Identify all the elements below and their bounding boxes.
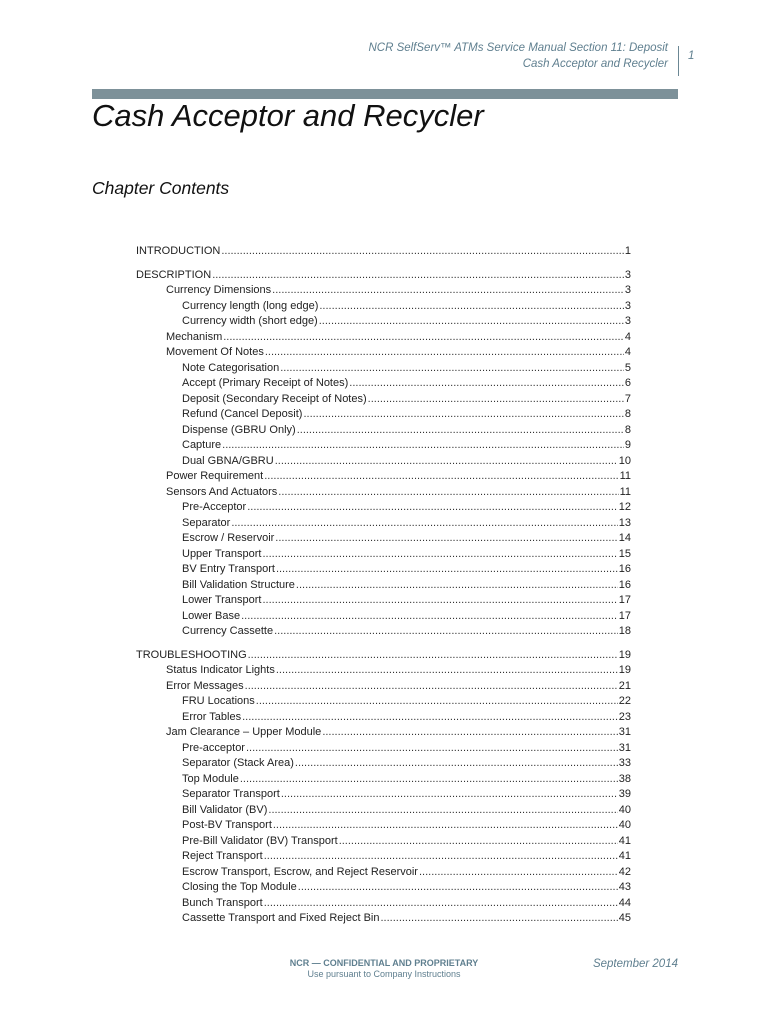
- toc-entry[interactable]: [136, 501, 631, 517]
- dot-leader: [262, 548, 617, 560]
- toc-entry-title: Top Module: [182, 772, 239, 785]
- toc-entry-title: Refund (Cancel Deposit): [182, 408, 303, 420]
- dot-leader: [298, 881, 618, 893]
- toc-entry-title: Cassette Transport and Fixed Reject Bin: [182, 912, 380, 924]
- dot-leader: [295, 757, 618, 769]
- toc-entry[interactable]: [136, 331, 631, 347]
- toc-entry-page: 15: [618, 547, 631, 560]
- toc-entry[interactable]: [136, 455, 631, 471]
- confidential-notice: NCR — CONFIDENTIAL AND PROPRIETARY: [289, 958, 479, 968]
- toc-entry[interactable]: [136, 742, 631, 758]
- toc-entry-title: Currency length (long edge): [182, 299, 319, 312]
- toc-entry-page: 41: [618, 834, 631, 847]
- toc-entry[interactable]: [136, 664, 631, 680]
- toc-entry[interactable]: [136, 804, 631, 820]
- toc-entry-page: 21: [618, 679, 631, 692]
- toc-entry-page: 17: [618, 594, 631, 606]
- toc-entry[interactable]: [136, 300, 631, 316]
- toc-entry-title: Dual GBNA/GBRU: [182, 454, 274, 467]
- dot-leader: [297, 424, 624, 436]
- table-of-contents: [136, 245, 631, 928]
- toc-entry[interactable]: [136, 680, 631, 696]
- dot-leader: [322, 726, 617, 738]
- toc-entry-title: Status Indicator Lights: [166, 664, 275, 676]
- toc-entry[interactable]: [136, 819, 631, 835]
- toc-entry-page: 4: [624, 346, 631, 358]
- toc-entry[interactable]: [136, 788, 631, 804]
- toc-entry-title: Separator Transport: [182, 788, 280, 800]
- dot-leader: [231, 517, 617, 529]
- header-line-2: Cash Acceptor and Recycler: [522, 58, 668, 70]
- dot-leader: [245, 680, 618, 692]
- dot-leader: [296, 579, 618, 591]
- toc-entry[interactable]: [136, 532, 631, 548]
- toc-entry-page: 23: [618, 710, 631, 723]
- toc-entry-page: 16: [618, 578, 631, 591]
- toc-entry[interactable]: [136, 315, 631, 331]
- running-header: [248, 40, 668, 72]
- toc-entry-page: 33: [618, 757, 631, 769]
- toc-entry-title: Currency Dimensions: [166, 284, 272, 296]
- toc-entry-page: 9: [624, 439, 631, 451]
- toc-entry[interactable]: [136, 393, 631, 409]
- toc-entry-page: 16: [618, 563, 631, 575]
- toc-entry[interactable]: [136, 711, 631, 727]
- dot-leader: [339, 835, 618, 847]
- dot-leader: [380, 912, 617, 924]
- toc-entry-page: 43: [618, 881, 631, 893]
- toc-entry[interactable]: [136, 563, 631, 579]
- dot-leader: [273, 819, 618, 831]
- toc-entry[interactable]: [136, 439, 631, 455]
- toc-entry[interactable]: [136, 897, 631, 913]
- dot-leader: [262, 594, 617, 606]
- dot-leader: [268, 804, 617, 816]
- toc-entry-title: Sensors And Actuators: [166, 485, 278, 498]
- toc-entry-page: 8: [624, 423, 631, 436]
- dot-leader: [223, 331, 624, 343]
- toc-entry-title: Error Messages: [166, 679, 244, 692]
- toc-entry-page: 19: [618, 664, 631, 676]
- toc-entry[interactable]: [136, 245, 631, 261]
- dot-leader: [276, 563, 618, 575]
- toc-entry-title: BV Entry Transport: [182, 563, 275, 575]
- dot-leader: [264, 470, 618, 482]
- dot-leader: [349, 377, 624, 389]
- toc-entry-page: 13: [618, 516, 631, 529]
- dot-leader: [241, 610, 618, 622]
- toc-entry-page: 39: [618, 788, 631, 800]
- toc-entry[interactable]: [136, 362, 631, 378]
- toc-entry-title: Bill Validator (BV): [182, 803, 268, 816]
- toc-entry-title: Closing the Top Module: [182, 881, 297, 893]
- toc-entry-page: 3: [624, 315, 631, 327]
- toc-entry[interactable]: [136, 470, 631, 486]
- toc-entry-page: 7: [624, 392, 631, 405]
- toc-entry-page: 12: [618, 501, 631, 513]
- toc-entry-page: 10: [618, 454, 631, 467]
- dot-leader: [303, 408, 623, 420]
- publication-date: September 2014: [592, 958, 678, 970]
- toc-entry-page: 6: [624, 377, 631, 389]
- dot-leader: [275, 532, 617, 544]
- toc-entry[interactable]: [136, 486, 631, 502]
- toc-entry-title: DESCRIPTION: [136, 268, 212, 281]
- dot-leader: [276, 664, 618, 676]
- dot-leader: [264, 897, 618, 909]
- toc-entry[interactable]: [136, 579, 631, 595]
- toc-entry-page: 40: [618, 819, 631, 831]
- dot-leader: [280, 362, 624, 374]
- toc-entry-title: Pre-Acceptor: [182, 501, 247, 513]
- toc-entry[interactable]: [136, 773, 631, 789]
- header-divider: [678, 46, 679, 76]
- toc-entry-page: 42: [618, 865, 631, 878]
- toc-entry[interactable]: [136, 408, 631, 424]
- toc-entry[interactable]: [136, 548, 631, 564]
- dot-leader: [222, 439, 624, 451]
- dot-leader: [272, 284, 624, 296]
- toc-entry-title: Bill Validation Structure: [182, 578, 295, 591]
- toc-entry-title: Escrow / Reservoir: [182, 532, 275, 544]
- toc-entry-title: Jam Clearance – Upper Module: [166, 726, 322, 738]
- dot-leader: [278, 486, 618, 498]
- toc-entry-title: Movement Of Notes: [166, 346, 264, 358]
- toc-entry-page: 17: [618, 609, 631, 622]
- toc-entry-title: Lower Transport: [182, 594, 262, 606]
- dot-leader: [240, 773, 618, 785]
- toc-entry-page: 31: [618, 726, 631, 738]
- confidential-footer: [234, 958, 534, 980]
- toc-entry-page: 3: [624, 284, 631, 296]
- dot-leader: [368, 393, 624, 405]
- toc-entry-title: Lower Base: [182, 609, 241, 622]
- toc-entry-title: Error Tables: [182, 710, 242, 723]
- dot-leader: [264, 850, 618, 862]
- toc-entry-page: 18: [618, 625, 631, 637]
- toc-entry-title: Mechanism: [166, 330, 223, 343]
- toc-entry[interactable]: [136, 912, 631, 928]
- toc-entry-title: Upper Transport: [182, 547, 262, 560]
- toc-entry[interactable]: [136, 284, 631, 300]
- dot-leader: [212, 269, 624, 281]
- toc-entry[interactable]: [136, 835, 631, 851]
- toc-entry-page: 38: [618, 772, 631, 785]
- toc-entry[interactable]: [136, 269, 631, 285]
- toc-entry-title: Post-BV Transport: [182, 819, 272, 831]
- dot-leader: [265, 346, 624, 358]
- dot-leader: [248, 649, 618, 661]
- header-line-1: NCR SelfServ™ ATMs Service Manual Section 11: Deposit: [368, 42, 668, 54]
- toc-entry[interactable]: [136, 649, 631, 665]
- toc-entry-page: 45: [618, 912, 631, 924]
- toc-entry-page: 3: [624, 268, 631, 281]
- toc-entry-page: 8: [624, 408, 631, 420]
- dot-leader: [247, 501, 618, 513]
- dot-leader: [319, 300, 624, 312]
- toc-entry-page: 14: [618, 532, 631, 544]
- toc-entry-title: Pre-acceptor: [182, 741, 245, 754]
- toc-entry-title: Currency Cassette: [182, 625, 274, 637]
- toc-entry-title: Currency width (short edge): [182, 315, 318, 327]
- toc-entry-title: FRU Locations: [182, 695, 255, 707]
- toc-entry-page: 11: [619, 470, 631, 482]
- toc-entry[interactable]: [136, 377, 631, 393]
- toc-entry-title: TROUBLESHOOTING: [136, 648, 247, 661]
- dot-leader: [319, 315, 624, 327]
- toc-entry-title: Power Requirement: [166, 470, 264, 482]
- toc-entry-title: INTRODUCTION: [136, 245, 221, 257]
- toc-entry-page: 31: [618, 741, 631, 754]
- toc-entry-title: Bunch Transport: [182, 896, 263, 909]
- toc-entry-title: Note Categorisation: [182, 361, 280, 374]
- toc-entry-page: 4: [624, 330, 631, 343]
- toc-entry[interactable]: [136, 610, 631, 626]
- usage-notice: Use pursuant to Company Instructions: [307, 969, 461, 979]
- toc-entry[interactable]: [136, 517, 631, 533]
- toc-entry-page: 40: [618, 803, 631, 816]
- toc-entry-title: Reject Transport: [182, 850, 263, 862]
- dot-leader: [221, 245, 624, 257]
- dot-leader: [275, 455, 618, 467]
- toc-entry[interactable]: [136, 757, 631, 773]
- dot-leader: [281, 788, 618, 800]
- toc-entry-page: 41: [618, 850, 631, 862]
- dot-leader: [256, 695, 618, 707]
- chapter-contents-heading: Chapter Contents: [92, 178, 230, 198]
- toc-entry[interactable]: [136, 594, 631, 610]
- toc-entry-page: 44: [618, 896, 631, 909]
- dot-leader: [419, 866, 618, 878]
- toc-entry[interactable]: [136, 695, 631, 711]
- toc-entry[interactable]: [136, 881, 631, 897]
- toc-entry[interactable]: [136, 866, 631, 882]
- dot-leader: [274, 625, 618, 637]
- toc-entry[interactable]: [136, 726, 631, 742]
- dot-leader: [246, 742, 618, 754]
- page-number: 1: [688, 50, 695, 62]
- toc-entry[interactable]: [136, 850, 631, 866]
- toc-entry[interactable]: [136, 346, 631, 362]
- toc-entry-title: Separator: [182, 516, 231, 529]
- toc-entry-title: Dispense (GBRU Only): [182, 423, 296, 436]
- toc-entry[interactable]: [136, 424, 631, 440]
- toc-entry-title: Capture: [182, 439, 222, 451]
- toc-entry-page: 11: [619, 485, 631, 498]
- toc-entry-page: 22: [618, 695, 631, 707]
- toc-entry-title: Escrow Transport, Escrow, and Reject Reservoir: [182, 865, 418, 878]
- toc-entry-page: 1: [624, 245, 631, 257]
- toc-entry-page: 5: [624, 361, 631, 374]
- toc-entry-page: 3: [624, 299, 631, 312]
- toc-entry-title: Pre-Bill Validator (BV) Transport: [182, 834, 338, 847]
- toc-entry-title: Accept (Primary Receipt of Notes): [182, 377, 349, 389]
- toc-entry-title: Separator (Stack Area): [182, 757, 294, 769]
- toc-entry-page: 19: [618, 648, 631, 661]
- toc-entry[interactable]: [136, 625, 631, 641]
- toc-entry-title: Deposit (Secondary Receipt of Notes): [182, 392, 367, 405]
- dot-leader: [242, 711, 618, 723]
- chapter-title: Cash Acceptor and Recycler: [92, 98, 484, 133]
